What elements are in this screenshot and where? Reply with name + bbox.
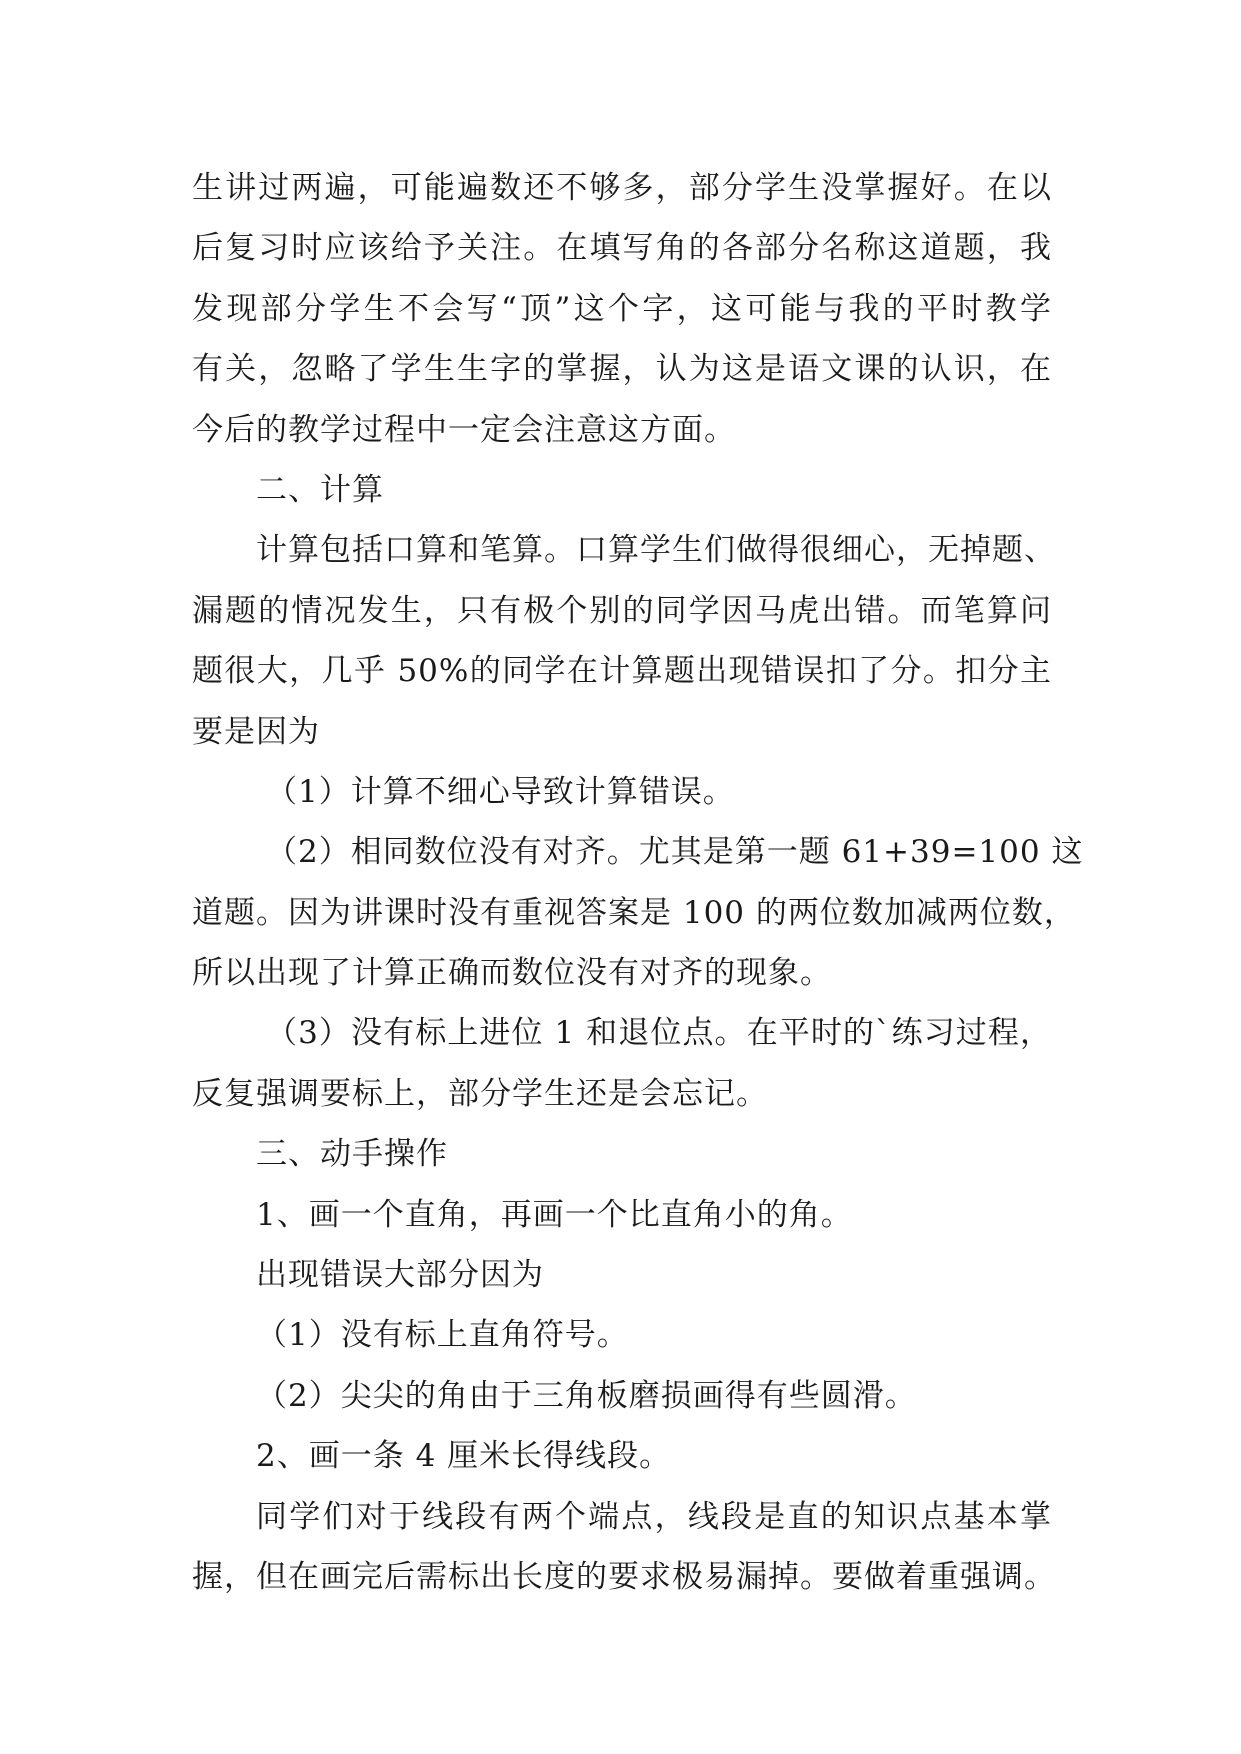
text-line: 2、画一条 4 厘米长得线段。: [256, 1438, 672, 1475]
text-line: 今后的教学过程中一定会注意这方面。: [192, 411, 736, 448]
text-line: 漏题的情况发生，只有极个别的同学因马虎出错。而笔算问: [192, 592, 1052, 629]
text-line: 后复习时应该给予关注。在填写角的各部分名称这道题，我: [192, 230, 1052, 267]
text-line: 生讲过两遍，可能遍数还不够多，部分学生没掌握好。在以: [192, 170, 1052, 206]
text-line: 题很大，几乎 50%的同学在计算题出现错误扣了分。扣分主: [192, 653, 1052, 690]
text-line: （2）尖尖的角由于三角板磨损画得有些圆滑。: [256, 1377, 917, 1414]
text-line: 二、计算: [256, 471, 384, 508]
text-line: 三、动手操作: [256, 1136, 448, 1173]
text-line: 出现错误大部分因为: [256, 1257, 544, 1294]
body-text: [192, 158, 1084, 1607]
text-line: （1）没有标上直角符号。: [256, 1317, 629, 1354]
text-line: 有关，忽略了学生生字的掌握，认为这是语文课的认识，在: [192, 351, 1052, 388]
text-line: 同学们对于线段有两个端点，线段是直的知识点基本掌: [256, 1498, 1052, 1535]
text-line: 握，但在画完后需标出长度的要求极易漏掉。要做着重强调。: [192, 1558, 1056, 1595]
text-line: 要是因为: [192, 713, 320, 750]
text-line: （1）计算不细心导致计算错误。: [266, 773, 735, 810]
text-line: （2）相同数位没有对齐。尤其是第一题 61+39=100 这: [266, 834, 1084, 871]
text-line: 道题。因为讲课时没有重视答案是 100 的两位数加减两位数，: [192, 894, 1076, 931]
text-line: 1、画一个直角，再画一个比直角小的角。: [256, 1196, 853, 1233]
text-line: 发现部分学生不会写“顶”这个字，这可能与我的平时教学: [192, 290, 1052, 327]
text-line: 所以出现了计算正确而数位没有对齐的现象。: [192, 955, 832, 992]
text-line: 计算包括口算和笔算。口算学生们做得很细心，无掉题、: [256, 532, 1056, 569]
text-line: 反复强调要标上，部分学生还是会忘记。: [192, 1075, 768, 1112]
text-line: （3）没有标上进位 1 和退位点。在平时的`练习过程，: [266, 1015, 1052, 1052]
